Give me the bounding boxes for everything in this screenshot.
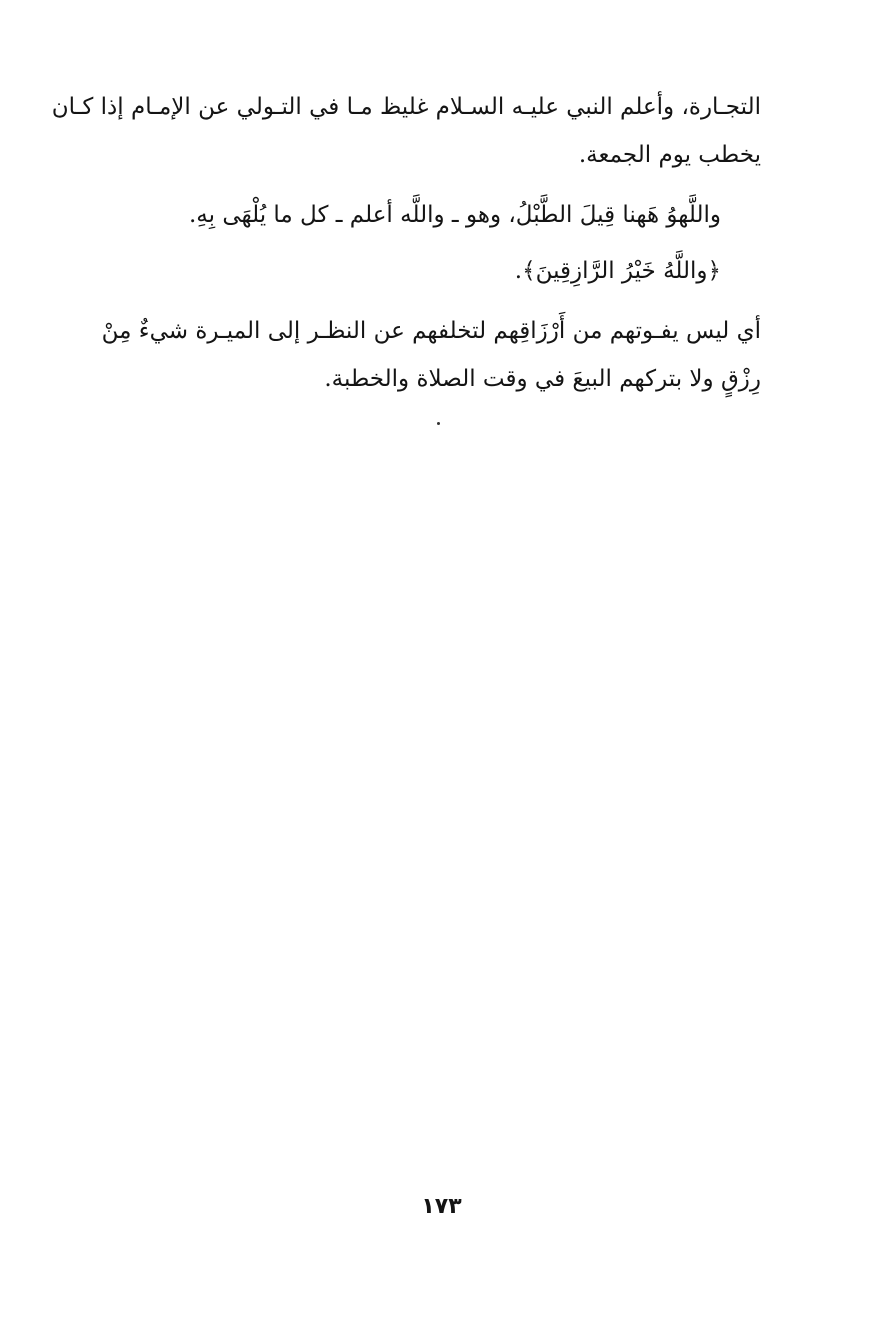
stray-dot [437, 422, 440, 425]
paragraph-1-line-1: التجـارة، وأعلم النبي عليـه السـلام غليظ مـا في التـولي عن الإمـام إذا كـان [51, 94, 761, 120]
page-number: ١٧٣ [421, 1194, 462, 1219]
paragraph-3-line-2: رِزْقٍ ولا بتركهم البيعَ في وقت الصلاة والخطبة. [324, 366, 761, 392]
quran-verse-line: ﴿واللَّهُ خَيْرُ الرَّازِقِينَ﴾. [514, 258, 721, 284]
paragraph-1-line-2: يخطب يوم الجمعة. [578, 142, 761, 168]
paragraph-2-line-1: واللَّهوُ هَهنا قِيلَ الطَّبْلُ، وهو ـ واللَّه أعلم ـ كل ما يُلْهَى بِهِ. [188, 202, 721, 228]
paragraph-3-line-1: أي ليس يفـوتهم من أَرْزَاقِهم لتخلفهم عن النظـر إلى الميـرة شيءٌ مِنْ [101, 318, 761, 344]
